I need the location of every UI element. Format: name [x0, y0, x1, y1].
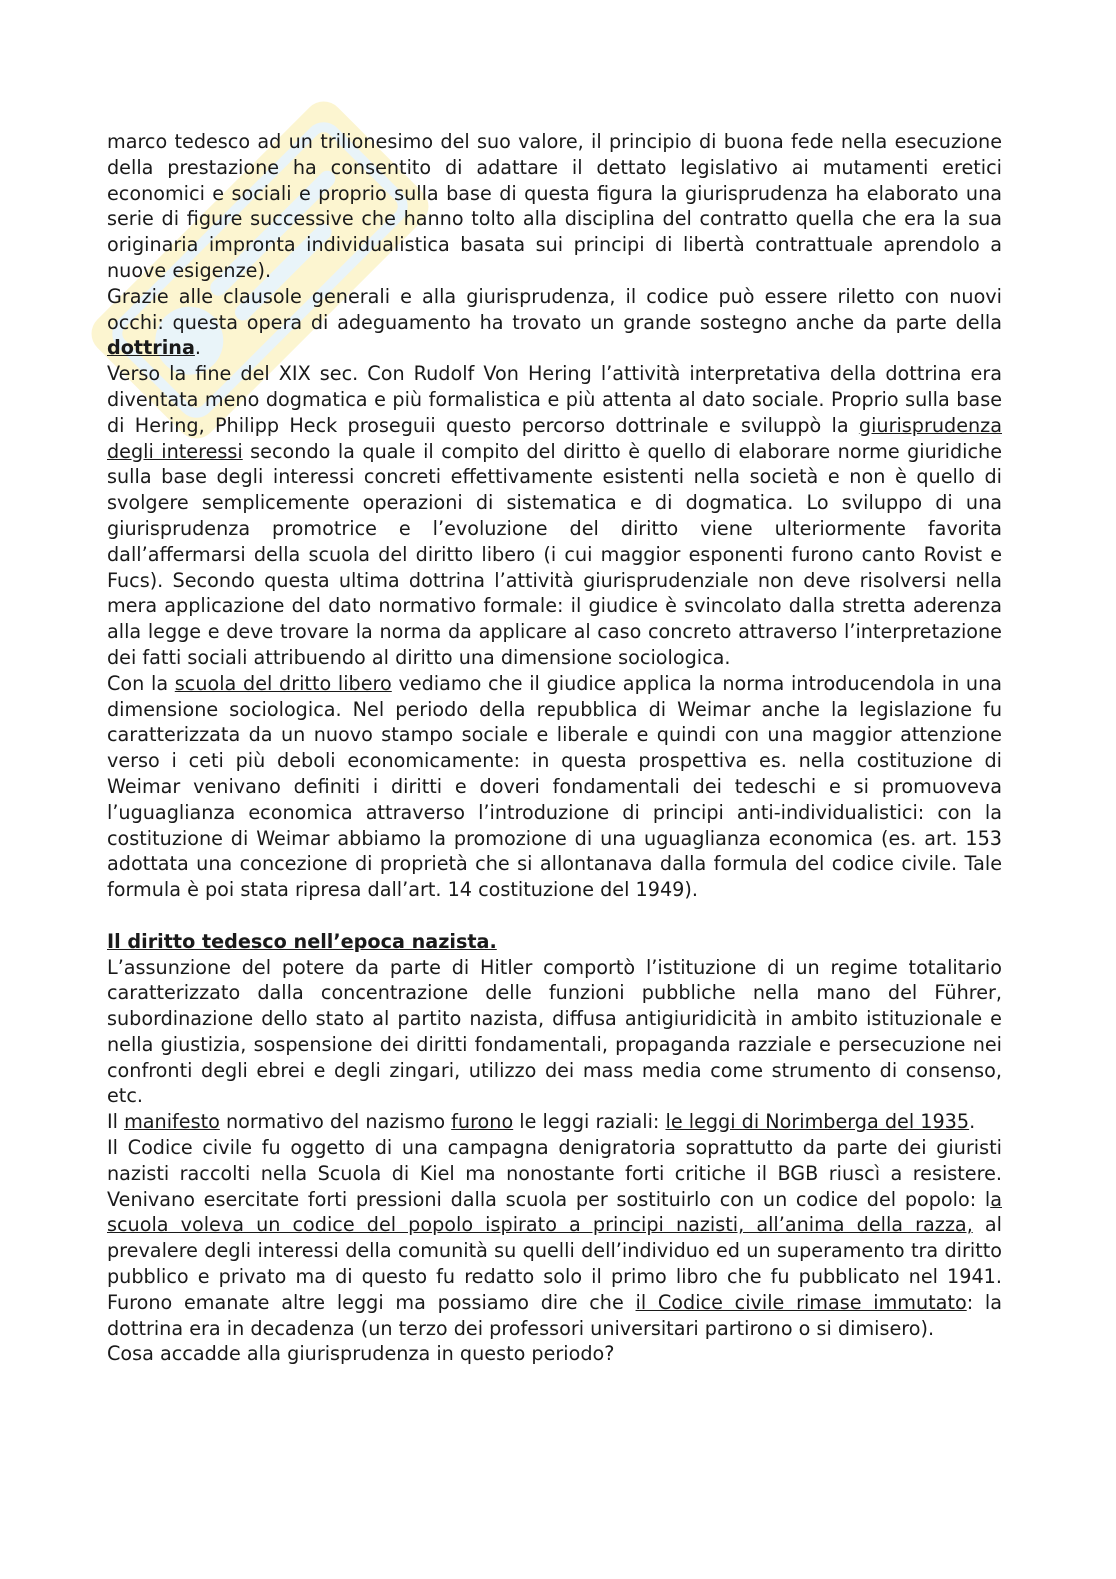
free-law-school-term: scuola del dritto libero	[174, 671, 392, 695]
paragraph-question: Cosa accadde alla giurisprudenza in questo periodo?	[107, 1342, 615, 1366]
paragraph-racial-laws: Il manifesto normativo del nazismo furono le leggi raziali: le leggi di Norimberga del 1935.	[107, 1110, 976, 1134]
paragraph-free-law-school: Con la scuola del dritto libero vediamo che il giudice applica la norma introducendola in una dimensione sociologica. Nel periodo della repubblica di Weimar anche la legislazione fu caratterizzata da un nuovo stampo sociale e liberale e quindi con una maggior attenzione verso i ceti più deboli economicamente: in questa prospettiva es. nella costituzione di Weimar venivano definiti i diritti e doveri fondamentali dei tedeschi e si promuoveva l’uguaglianza economica attraverso l’introduzione di principi anti-individualistici: con la costituzione di Weimar abbiamo la promozione di una uguaglianza economica (es. art. 153 adottata una concezione di proprietà che si allontanava dalla formula del codice civile. Tale formula è poi stata ripresa dall’art. 14 costituzione del 1949).	[107, 671, 1003, 902]
document-body	[107, 129, 1002, 1367]
paragraph-civil-code: Il Codice civile fu oggetto di una campagna denigratoria soprattutto da parte dei giuristi nazisti raccolti nella Scuola di Kiel ma nonostante forti critiche il BGB riuscì a resistere. Venivano esercitate forti pressioni dalla scuola per sostituirlo con un codice del popolo: la scuola voleva un codice del popolo ispirato a principi nazisti, all’anima della razza, al prevalere degli interessi della comunità su quelli dell’individuo ed un superamento tra diritto pubblico e privato ma di questo fu redatto solo il primo libro che fu pubblicato nel 1941. Furono emanate altre leggi ma possiamo dire che il Codice civile rimase immutato: la dottrina era in decadenza (un terzo dei professori universitari partirono o si dimisero).	[107, 1136, 1002, 1340]
paragraph-general-clauses: Grazie alle clausole generali e alla giurisprudenza, il codice può essere riletto con nuovi occhi: questa opera di adeguamento ha trovato un grande sostegno anche da parte della dottrina.	[107, 284, 1002, 360]
paragraph-hitler-regime: L’assunzione del potere da parte di Hitler comportò l’istituzione di un regime totalitario caratterizzato dalla concentrazione delle funzioni pubbliche nella mano del Führer, subordinazione dello stato al partito nazista, diffusa antigiuridicità in ambito istituzionale e nella giustizia, sospensione dei diritti fondamentali, propaganda razziale e persecuzione nei confronti degli ebrei e degli zingari, utilizzo dei mass media come strumento di consenso, etc.	[107, 955, 1002, 1108]
kiel-school-term: a scuola voleva un codice del popolo ispirato a principi nazisti, all’anima della razza,	[107, 1187, 1002, 1237]
manifesto-term: manifesto	[124, 1110, 220, 1134]
furono-term: furono	[451, 1110, 514, 1134]
dottrina-term: dottrina	[107, 336, 195, 360]
interests-jurisprudence-term: giurisprudenza degli interessi	[107, 413, 1002, 463]
section-heading: Il diritto tedesco nell’epoca nazista.	[107, 929, 497, 953]
paragraph-hering: Verso la fine del XIX sec. Con Rudolf Von Hering l’attività interpretativa della dottrina era diventata meno dogmatica e più formalistica e più attenta al dato sociale. Proprio sulla base di Hering, Philipp Heck proseguii questo percorso dottrinale e sviluppò la giurisprudenza degli interessi secondo la quale il compito del diritto è quello di elaborare norme giuridiche sulla base degli interessi concreti effettivamente esistenti nella società e non è quello di svolgere semplicemente operazioni di sistematica e di dogmatica. Lo sviluppo di una giurisprudenza promotrice e l’evoluzione del diritto viene ulteriormente favorita dall’affermarsi della scuola del diritto libero (i cui maggior esponenti furono canto Rovist e Fucs). Secondo questa ultima dottrina l’attività giurisprudenziale non deve risolversi nella mera applicazione del dato normativo formale: il giudice è svincolato dalla stretta aderenza alla legge e deve trovare la norma da applicare al caso concreto attraverso l’interpretazione dei fatti sociali attribuendo al diritto una dimensione sociologica.	[107, 362, 1003, 669]
nuremberg-laws-term: le leggi di Norimberga del 1935	[665, 1110, 970, 1134]
paragraph-spacer	[107, 903, 1002, 929]
paragraph-contract: marco tedesco ad un trilionesimo del suo valore, il principio di buona fede nella esecuzione della prestazione ha consentito di adattare il dettato legislativo ai mutamenti eretici economici e sociali e proprio sulla base di questa figura la giurisprudenza ha elaborato una serie di figure successive che hanno tolto alla disciplina del contratto quella che era la sua originaria impronta individualistica basata sui principi di libertà contrattuale aprendolo a nuove esigenze).	[107, 130, 1002, 282]
civil-code-unchanged-term: il Codice civile rimase immutato	[635, 1290, 967, 1314]
